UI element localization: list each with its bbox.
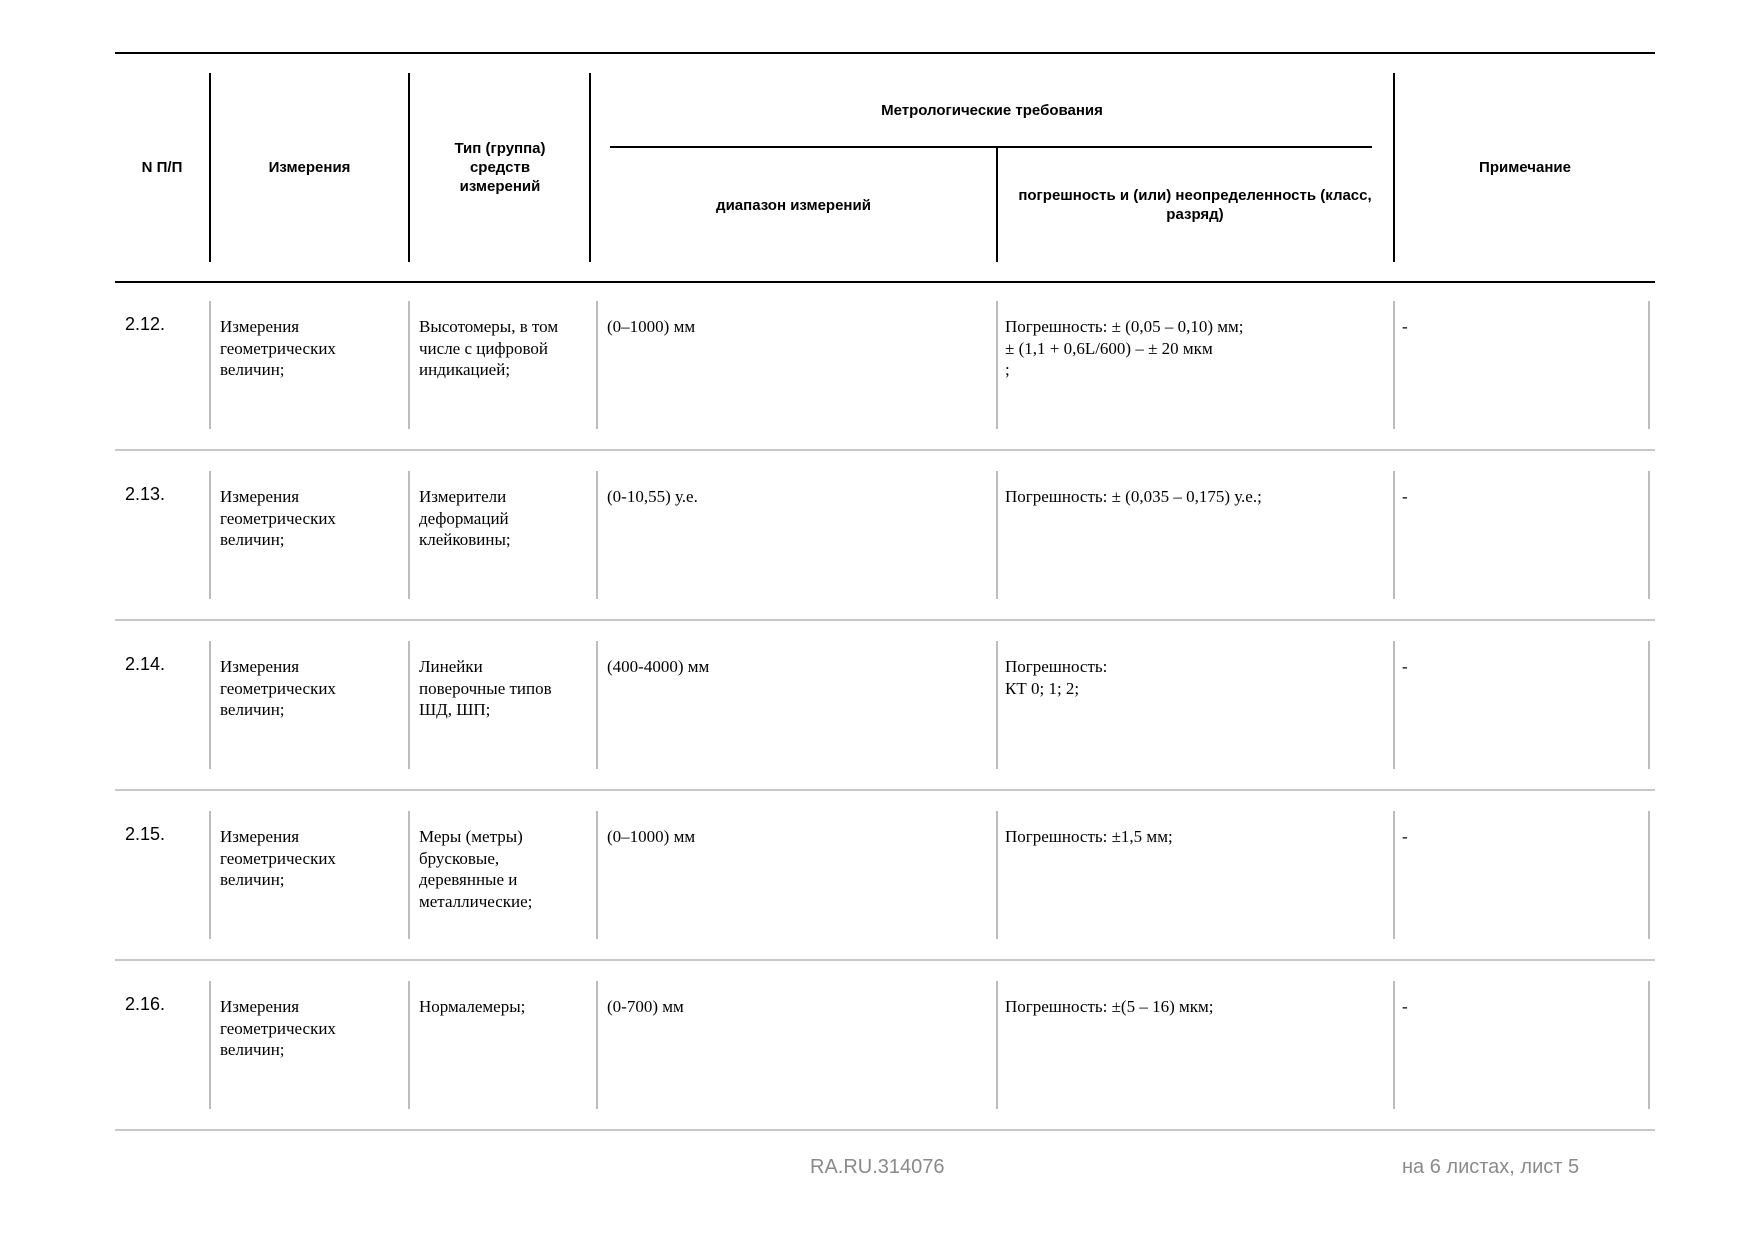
row-measurement: Измерения геометрических величин; — [220, 657, 336, 719]
row-note: - — [1402, 487, 1408, 506]
row-measurement: Измерения геометрических величин; — [220, 487, 336, 549]
row-error: Погрешность: ± (0,05 – 0,10) мм; ± (1,1 + 0,6L/600) – ± 20 мкм ; — [1005, 317, 1244, 379]
cell-divider — [996, 471, 998, 599]
row-separator — [115, 619, 1655, 621]
cell-divider — [209, 981, 211, 1109]
header-error: погрешность и (или) неопределенность (класс, разряд) — [1018, 187, 1372, 223]
header-range: диапазон измерений — [716, 196, 871, 214]
row-measurement: Измерения геометрических величин; — [220, 317, 336, 379]
cell-divider — [1393, 301, 1395, 429]
cell-divider — [996, 981, 998, 1109]
row-error: Погрешность: КТ 0; 1; 2; — [1005, 657, 1108, 698]
row-range: (0–1000) мм — [607, 827, 696, 846]
row-measurement: Измерения геометрических величин; — [220, 997, 336, 1059]
cell-divider — [209, 471, 211, 599]
header-measurements: Измерения — [268, 159, 351, 176]
header-divider — [996, 148, 998, 262]
row-type: Высотомеры, в том числе с цифровой индикацией; — [419, 317, 559, 379]
table-top-border — [115, 52, 1655, 54]
row-error: Погрешность: ±(5 – 16) мкм; — [1005, 997, 1214, 1016]
cell-divider — [1648, 811, 1650, 939]
row-range: (0-10,55) у.е. — [607, 487, 698, 506]
cell-divider — [1648, 641, 1650, 769]
cell-divider — [1393, 981, 1395, 1109]
cell-divider — [1393, 641, 1395, 769]
cell-divider — [596, 301, 598, 429]
row-range: (400-4000) мм — [607, 657, 710, 676]
row-separator — [115, 959, 1655, 961]
row-range: (0–1000) мм — [607, 317, 696, 336]
row-measurement: Измерения геометрических величин; — [220, 827, 336, 889]
header-type: Тип (группа) средств измерений — [454, 140, 546, 195]
header-divider — [408, 73, 410, 262]
row-separator — [115, 1129, 1655, 1131]
cell-divider — [408, 981, 410, 1109]
cell-divider — [1648, 301, 1650, 429]
row-note: - — [1402, 997, 1408, 1016]
row-note: - — [1402, 317, 1408, 336]
row-number: 2.14. — [125, 654, 166, 674]
row-note: - — [1402, 657, 1408, 676]
cell-divider — [996, 301, 998, 429]
cell-divider — [596, 811, 598, 939]
cell-divider — [596, 641, 598, 769]
row-note: - — [1402, 827, 1408, 846]
row-separator — [115, 449, 1655, 451]
cell-divider — [1648, 981, 1650, 1109]
document-id: RA.RU.314076 — [810, 1156, 945, 1178]
header-metrological: Метрологические требования — [881, 101, 1103, 119]
cell-divider — [408, 641, 410, 769]
row-number: 2.13. — [125, 484, 166, 504]
row-error: Погрешность: ± (0,035 – 0,175) у.е.; — [1005, 487, 1262, 506]
row-number: 2.15. — [125, 824, 166, 844]
metro-subheader-line — [610, 146, 1372, 148]
cell-divider — [408, 811, 410, 939]
cell-divider — [596, 471, 598, 599]
cell-divider — [1393, 811, 1395, 939]
header-note: Примечание — [1479, 159, 1571, 176]
cell-divider — [1393, 471, 1395, 599]
row-type: Меры (метры) брусковые, деревянные и металлические; — [419, 827, 533, 911]
cell-divider — [408, 471, 410, 599]
row-type: Линейки поверочные типов ШД, ШП; — [419, 657, 552, 719]
row-range: (0-700) мм — [607, 997, 684, 1016]
cell-divider — [209, 641, 211, 769]
row-error: Погрешность: ±1,5 мм; — [1005, 827, 1173, 846]
cell-divider — [209, 811, 211, 939]
row-type: Нормалемеры; — [419, 997, 526, 1016]
sheet-counter: на 6 листах, лист 5 — [1402, 1156, 1580, 1178]
row-number: 2.12. — [125, 314, 166, 334]
header-num: N П/П — [141, 159, 183, 176]
row-type: Измерители деформаций клейковины; — [419, 487, 511, 549]
cell-divider — [996, 641, 998, 769]
row-number: 2.16. — [125, 994, 166, 1014]
row-separator — [115, 789, 1655, 791]
cell-divider — [996, 811, 998, 939]
cell-divider — [596, 981, 598, 1109]
header-bottom-border — [115, 281, 1655, 283]
cell-divider — [1648, 471, 1650, 599]
cell-divider — [408, 301, 410, 429]
cell-divider — [209, 301, 211, 429]
